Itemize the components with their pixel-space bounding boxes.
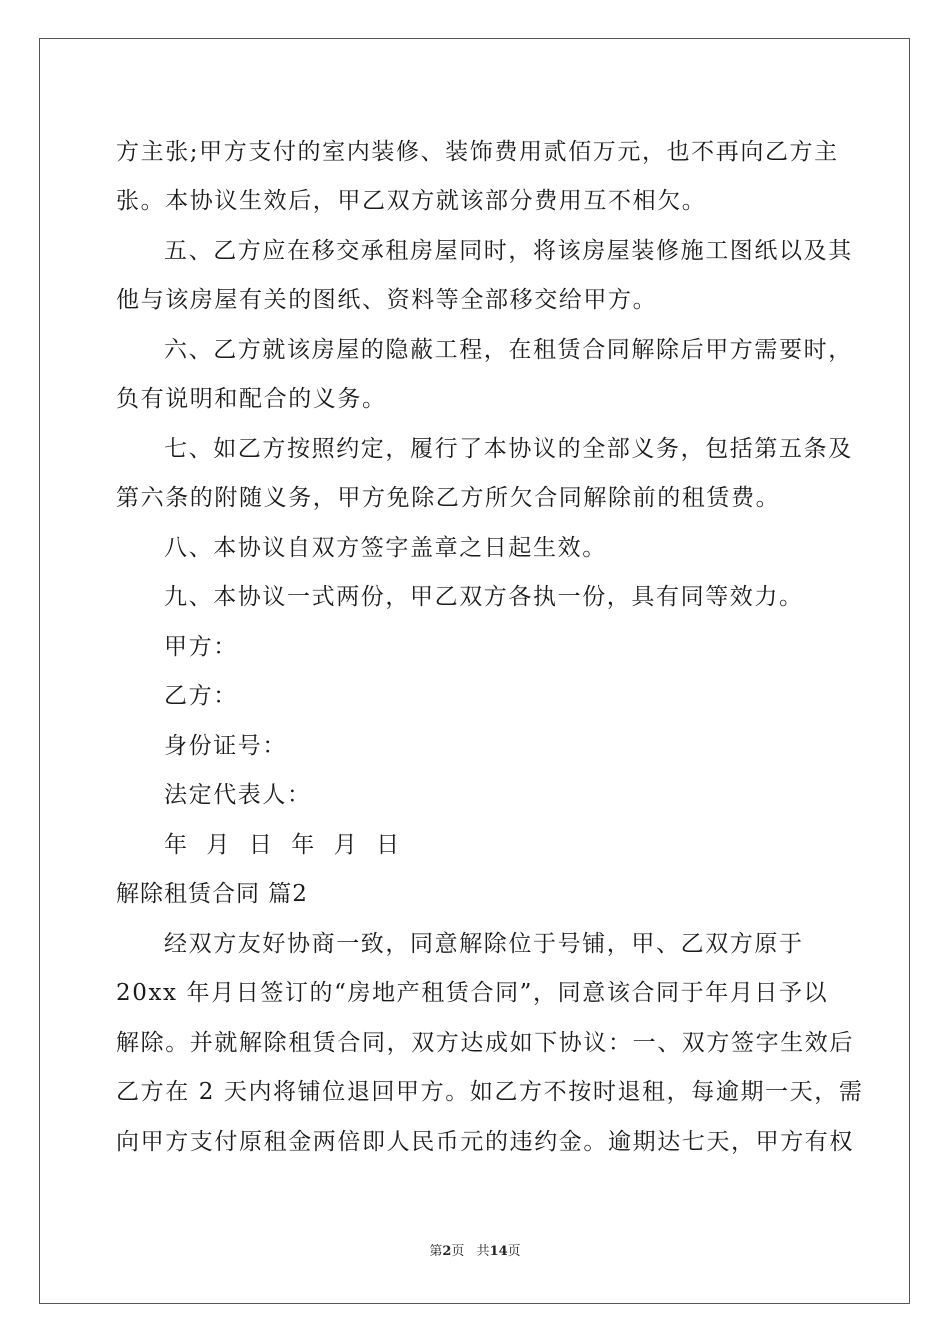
page-footer <box>0 1244 950 1260</box>
page-suffix: 页 <box>451 1244 465 1259</box>
party-a-label: 甲方： <box>164 634 238 660</box>
page-number: 2 <box>442 1244 452 1259</box>
total-pages: 14 <box>489 1244 508 1259</box>
clause-5-line: 五、乙方应在移交承租房屋同时，将该房屋装修施工图纸以及其 <box>164 238 853 264</box>
text-line: 方主张;甲方支付的室内装修、装饰费用贰佰万元，也不再向乙方主 <box>116 139 839 165</box>
page-border <box>39 38 910 1304</box>
page-prefix: 第 <box>429 1244 443 1259</box>
text-line: 20xx 年月日签订的“房地产租赁合同”，同意该合同于年月日予以 <box>116 980 829 1006</box>
total-suffix: 页 <box>507 1244 521 1259</box>
page-indicator <box>429 1244 464 1259</box>
text-line: 负有说明和配合的义务。 <box>116 386 387 412</box>
total-prefix: 共 <box>476 1244 490 1259</box>
text-line: 张。本协议生效后，甲乙双方就该部分费用互不相欠。 <box>116 188 707 214</box>
legal-representative-label: 法定代表人： <box>164 782 312 808</box>
text-line: 向甲方支付原租金两倍即人民币元的违约金。逾期达七天，甲方有权 <box>116 1129 854 1155</box>
total-pages-indicator <box>477 1244 521 1259</box>
clause-6-line: 六、乙方就该房屋的隐蔽工程，在租赁合同解除后甲方需要时， <box>164 337 853 363</box>
text-line: 经双方友好协商一致，同意解除位于号铺，甲、乙双方原于 <box>164 931 804 957</box>
text-line: 解除。并就解除租赁合同，双方达成如下协议：一、双方签字生效后 <box>116 1030 854 1056</box>
section-heading: 解除租赁合同 篇2 <box>116 881 308 907</box>
text-line: 乙方在 2 天内将铺位退回甲方。如乙方不按时退租，每逾期一天，需 <box>116 1079 864 1105</box>
clause-9-line: 九、本协议一式两份，甲乙双方各执一份，具有同等效力。 <box>164 584 804 610</box>
id-number-label: 身份证号： <box>164 733 287 759</box>
clause-8-line: 八、本协议自双方签字盖章之日起生效。 <box>164 535 607 561</box>
date-line: 年 月 日 年 月 日 <box>164 832 401 858</box>
text-line: 第六条的附随义务，甲方免除乙方所欠合同解除前的租赁费。 <box>116 485 781 511</box>
text-line: 他与该房屋有关的图纸、资料等全部移交给甲方。 <box>116 287 658 313</box>
clause-7-line: 七、如乙方按照约定，履行了本协议的全部义务，包括第五条及 <box>164 436 853 462</box>
party-b-label: 乙方： <box>164 683 238 709</box>
